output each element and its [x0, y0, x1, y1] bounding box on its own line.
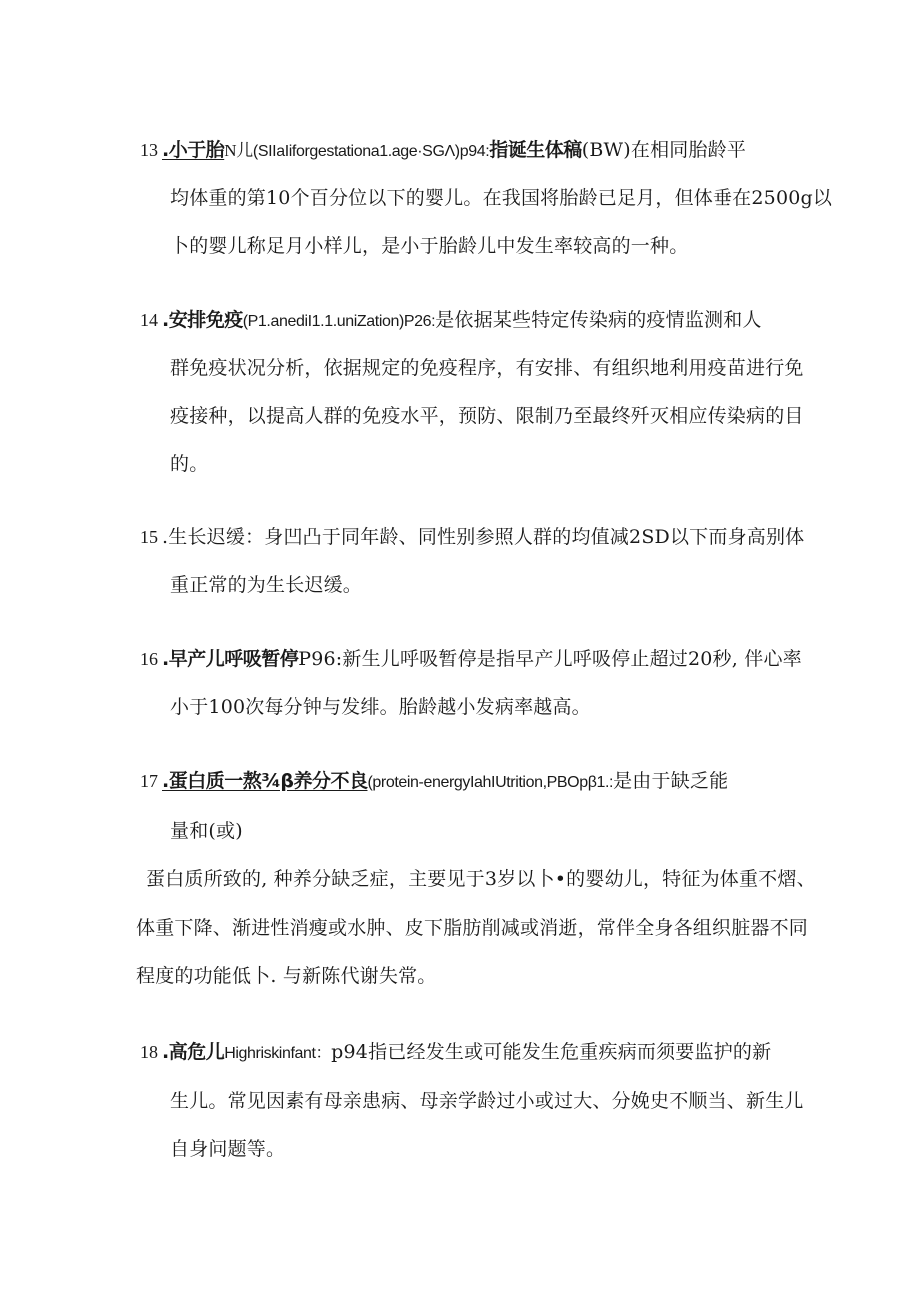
- term-heading-2: 指诞生体稿: [489, 139, 582, 161]
- entry-line-5: 程度的功能低卜. 与新陈代谢失常。: [136, 965, 437, 987]
- entry-number: 14: [140, 310, 158, 330]
- term-heading: .小于胎: [162, 139, 225, 161]
- entry-line-3: 疫接种，以提高人群的免疫水平，预防、限制乃至最终歼灭相应传染病的目: [170, 405, 804, 427]
- term-heading: .蛋白质一熬¾β养分不良: [162, 770, 368, 792]
- latin-term: Highriskinfant：: [224, 1045, 332, 1062]
- line-text: 是依据某些特定传染病的疫情监测和人: [435, 309, 762, 331]
- entry-line-3: 自身问题等。: [170, 1138, 286, 1160]
- entry-line-1: .生长迟缓：身凹凸于同年龄、同性别参照人群的均值减2SD以下而身高别体: [162, 526, 805, 548]
- line-text: 是由于缺乏能: [613, 770, 729, 792]
- entry-line-2: 量和(或): [170, 820, 243, 842]
- entry-number: 15: [140, 527, 158, 547]
- entry-line-1: [162, 307, 762, 335]
- line-text: P96:新生儿呼吸暂停是指早产儿呼吸停止超过20秒, 伴心率: [298, 648, 802, 670]
- entry-line-1: [162, 137, 746, 165]
- entry-line-4: 体重下降、渐进性消瘦或水肿、皮下脂肪削减或消逝，常伴全身各组织脏器不同: [136, 917, 809, 939]
- entry-line-4: 的。: [170, 453, 209, 475]
- entry-line-2: 重正常的为生长迟缓。: [170, 574, 363, 596]
- term-heading: .早产儿呼吸暂停: [162, 648, 299, 670]
- entry-line-2: 均体重的第10个百分位以下的婴儿。在我国将胎龄已足月，但体垂在2500g以: [170, 187, 833, 209]
- entry-line-2: 群免疫状况分析，依据规定的免疫程序，有安排、有组织地利用疫苗进行免: [170, 357, 804, 379]
- entry-line-2: 生儿。常见因素有母亲患病、母亲学龄过小或过大、分娩史不顺当、新生儿: [170, 1090, 804, 1112]
- entry-number: 13: [140, 140, 158, 160]
- line-text: p94指已经发生或可能发生危重疾病而须要监护的新: [331, 1041, 772, 1063]
- entry-line-3: 蛋白质所致的, 种养分缺乏症，主要见于3岁以卜•的婴幼儿，特征为体重不熠、: [146, 868, 816, 890]
- entry-number: 16: [140, 649, 158, 669]
- entry-number: 17: [140, 771, 158, 791]
- latin-term: (SIIaIiforgestationa1.age·SGΛ)p94:: [252, 143, 490, 160]
- entry-line-3: 卜的婴儿称足月小样儿，是小于胎龄儿中发生率较高的一种。: [170, 235, 689, 257]
- entry-line-1: [162, 646, 802, 672]
- latin-term: (protein-energyIahIUtrition,PBOpβ1.:: [367, 774, 614, 791]
- term-suffix: N儿: [224, 141, 253, 160]
- line-text: (BW)在相同胎龄平: [581, 139, 747, 161]
- term-heading: .安排免疫: [162, 309, 243, 331]
- entry-line-1: [162, 1039, 771, 1067]
- entry-line-1: [162, 768, 728, 796]
- entry-line-2: 小于100次每分钟与发绯。胎龄越小发病率越高。: [170, 696, 591, 718]
- term-heading: .高危儿: [162, 1041, 225, 1063]
- latin-term: (P1.anediI1.1.uniZation)P26:: [242, 313, 436, 330]
- entry-number: 18: [140, 1042, 158, 1062]
